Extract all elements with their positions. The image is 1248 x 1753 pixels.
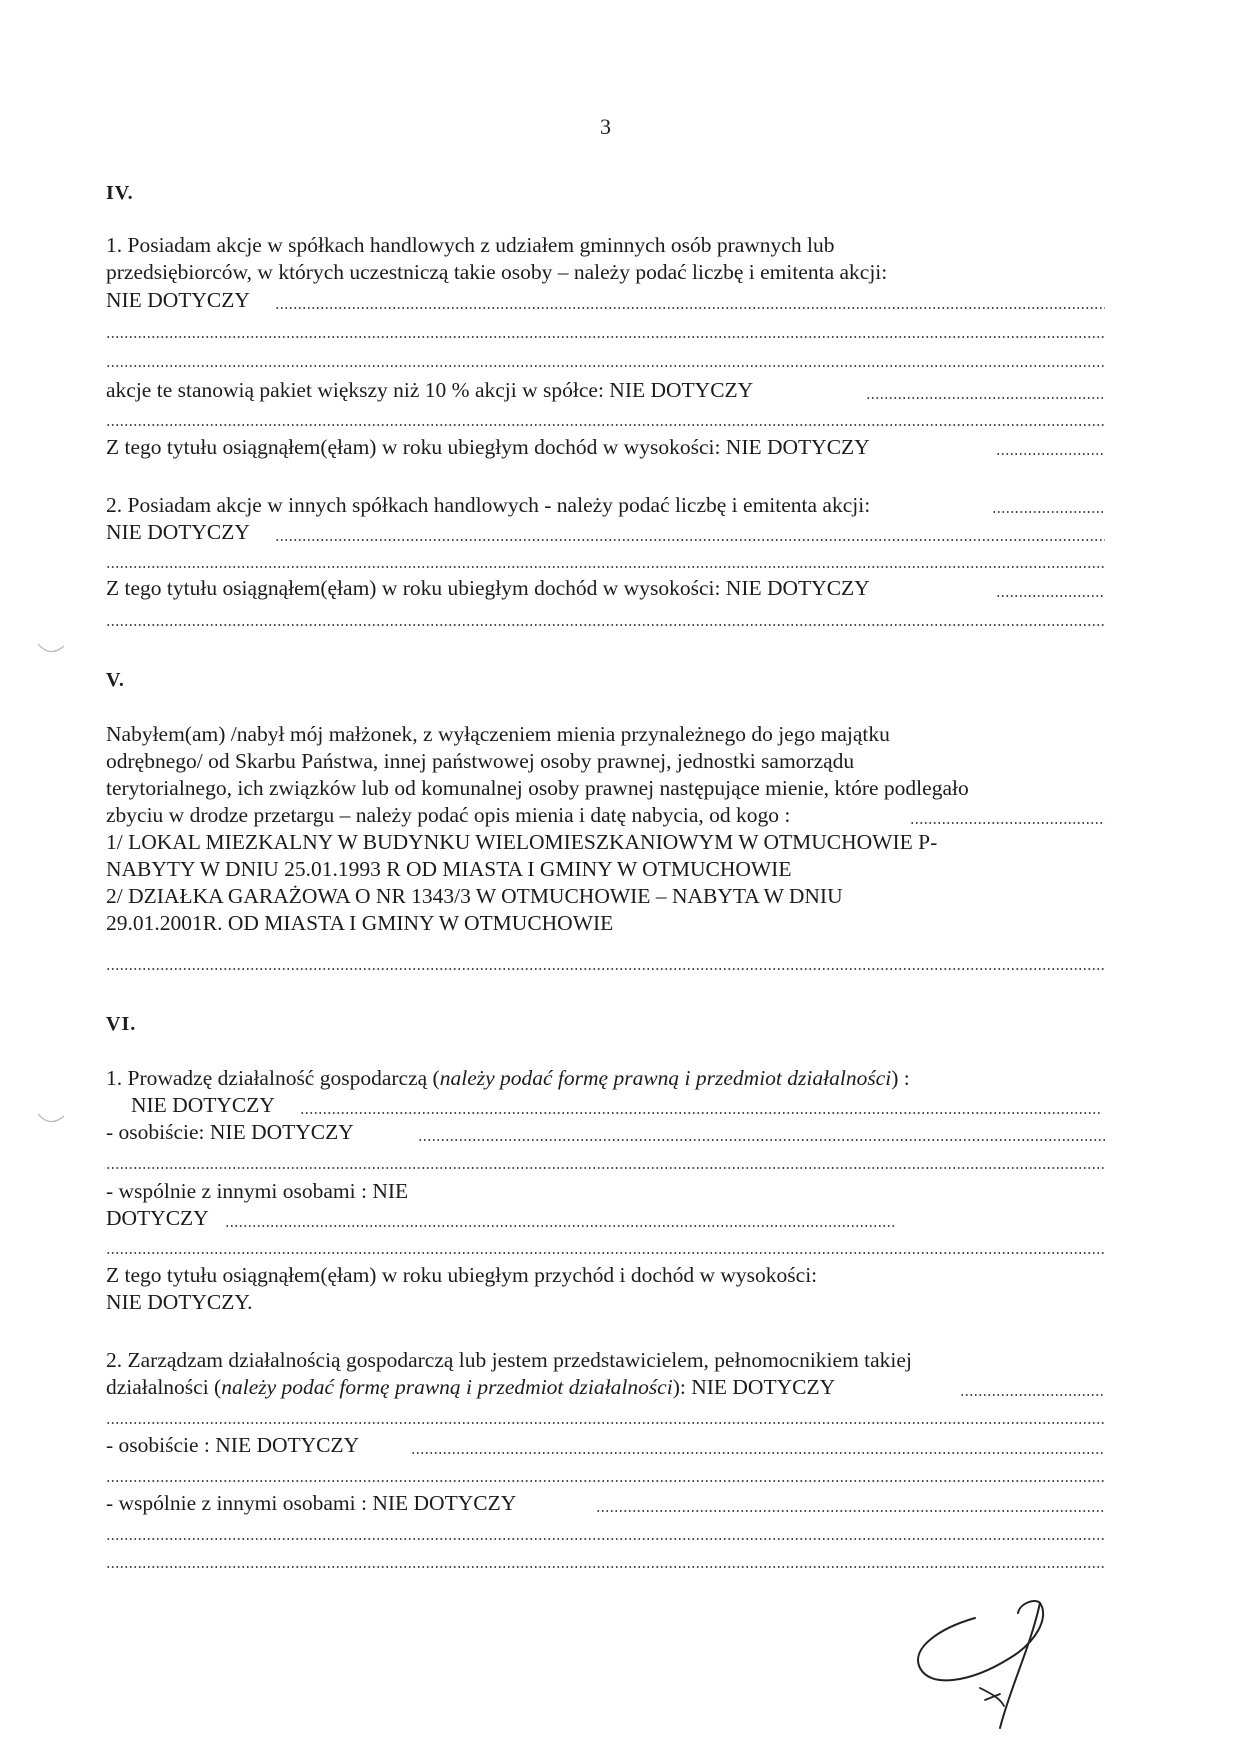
section-iv-heading: IV. [106,182,134,204]
section-iv-p1-dochod: Z tego tytułu osiągnąłem(ęłam) w roku ubiegłym dochód w wysokości: NIE DOTYCZY [106,435,870,459]
section-vi-p2-suffix: ): NIE DOTYCZY [672,1375,836,1399]
dotted-line [106,1252,1105,1254]
section-vi-p2-line2 [106,1374,835,1400]
section-iv-p1-line2: przedsiębiorców, w których uczestniczą takie osoby – należy podać liczbę i emitenta akcji: [106,260,888,284]
dotted-fill [596,1510,1105,1512]
section-v-line3: terytorialnego, ich związków lub od komunalnej osoby prawnej następujące mienie, które podlegało [106,776,969,800]
section-vi-p1-suffix: ) : [891,1066,910,1090]
signature-icon [900,1588,1070,1738]
dotted-line [106,1167,1105,1169]
section-iv-p2-answer: NIE DOTYCZY [106,520,250,544]
section-iv-p1-line1: 1. Posiadam akcje w spółkach handlowych z udziałem gminnych osób prawnych lub [106,233,835,257]
dotted-line [106,566,1105,568]
punch-hole-mark [36,640,66,660]
section-v-item1-line2: NABYTY W DNIU 25.01.1993 R OD MIASTA I GMINY W OTMUCHOWIE [106,857,792,881]
section-vi-p2-wspolnie: - wspólnie z innymi osobami : NIE DOTYCZY [106,1491,517,1515]
dotted-line [106,424,1105,426]
dotted-line [106,624,1105,626]
dotted-fill [866,397,1105,399]
dotted-line [106,336,1105,338]
dotted-fill [300,1112,1100,1114]
dotted-line [106,1422,1105,1424]
section-vi-p2-italic: należy podać formę prawną i przedmiot działalności [221,1375,673,1399]
dotted-fill [992,511,1105,513]
dotted-fill [225,1225,895,1227]
dotted-fill [275,539,1105,541]
dotted-fill [960,1394,1105,1396]
dotted-line [106,968,1105,970]
section-vi-p2-line1: 2. Zarządzam działalnością gospodarczą lub jestem przedstawicielem, pełnomocnikiem takiej [106,1348,912,1372]
section-v-item2-line2: 29.01.2001R. OD MIASTA I GMINY W OTMUCHOWIE [106,911,614,935]
section-iv-p1-answer: NIE DOTYCZY [106,288,250,312]
section-vi-p2-osobiscie: - osobiście : NIE DOTYCZY [106,1433,360,1457]
section-vi-p1-osobiscie: - osobiście: NIE DOTYCZY [106,1120,354,1144]
section-vi-p2-prefix: działalności ( [106,1375,222,1399]
dotted-fill [275,307,1105,309]
dotted-line [106,1566,1105,1568]
section-vi-p1-wspolnie-cont: DOTYCZY [106,1206,209,1230]
punch-hole-mark [36,1110,66,1130]
section-vi-p1-przychod-answer: NIE DOTYCZY. [106,1290,253,1314]
section-vi-p1-answer: NIE DOTYCZY [131,1093,275,1117]
section-iv-p2-line1: 2. Posiadam akcje w innych spółkach handlowych - należy podać liczbę i emitenta akcji: [106,493,871,517]
section-vi-p1-line1 [106,1065,910,1091]
section-v-heading: V. [106,669,125,691]
section-vi-p1-italic: należy podać formę prawną i przedmiot działalności [439,1066,892,1090]
section-v-line2: odrębnego/ od Skarbu Państwa, innej państwowej osoby prawnej, jednostki samorządu [106,749,855,773]
dotted-fill [418,1139,1105,1141]
dotted-fill [996,453,1105,455]
section-vi-heading: VI. [106,1013,137,1035]
section-iv-p2-dochod: Z tego tytułu osiągnąłem(ęłam) w roku ubiegłym dochód w wysokości: NIE DOTYCZY [106,576,870,600]
section-vi-p1-wspolnie: - wspólnie z innymi osobami : NIE [106,1179,409,1203]
section-vi-p1-prefix: 1. Prowadzę działalność gospodarczą ( [106,1066,440,1090]
dotted-fill [411,1452,1105,1454]
dotted-line [106,1538,1105,1540]
dotted-fill [910,822,1105,824]
section-v-line1: Nabyłem(am) /nabył mój małżonek, z wyłączeniem mienia przynależnego do jego majątku [106,722,890,746]
dotted-fill [996,595,1105,597]
section-v-line4: zbyciu w drodze przetargu – należy podać opis mienia i datę nabycia, od kogo : [106,803,791,827]
dotted-line [106,1480,1105,1482]
section-v-item2-line1: 2/ DZIAŁKA GARAŻOWA O NR 1343/3 W OTMUCHOWIE – NABYTA W DNIU [106,884,843,908]
section-v-item1-line1: 1/ LOKAL MIEZKALNY W BUDYNKU WIELOMIESZKANIOWYM W OTMUCHOWIE P- [106,830,938,854]
page-number: 3 [600,114,611,139]
section-vi-p1-przychod: Z tego tytułu osiągnąłem(ęłam) w roku ubiegłym przychód i dochód w wysokości: [106,1263,818,1287]
dotted-line [106,365,1105,367]
section-iv-p1-pakiet: akcje te stanowią pakiet większy niż 10 % akcji w spółce: NIE DOTYCZY [106,378,754,402]
